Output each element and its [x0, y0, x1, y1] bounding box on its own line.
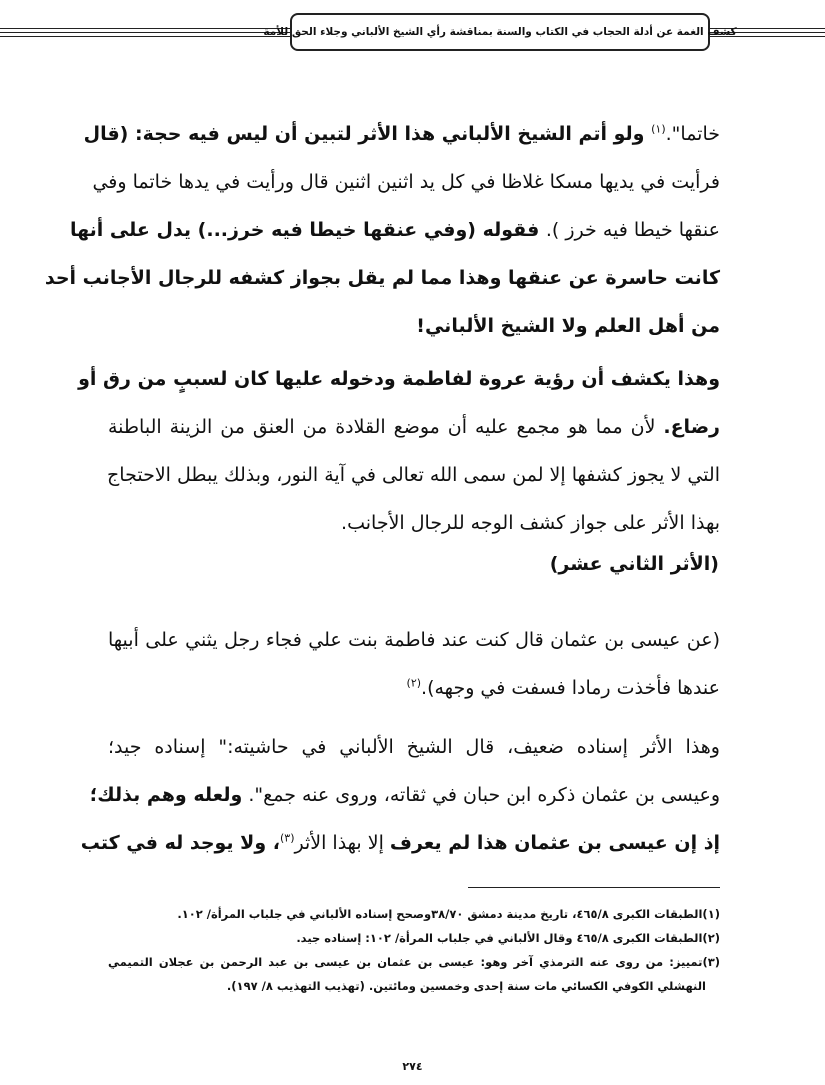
header-title: كشف الغمة عن أدلة الحجاب في الكتاب والسنة بمناقشة رأي الشيخ الألباني وجلاء الحق للأمة — [263, 26, 737, 38]
paragraph-3 — [108, 616, 720, 712]
paragraph-1-line-3 — [69, 206, 720, 254]
paragraph-1-line-4: كانت حاسرة عن عنقها وهذا مما لم يقل بجواز كشفه للرجال الأجانب أحد — [44, 267, 720, 289]
text-segment: ، ولا يوجد له في كتب — [80, 832, 280, 854]
running-header — [263, 13, 737, 51]
text-segment: إذ إن عيسى بن عثمان هذا لم يعرف — [389, 832, 720, 854]
footnote-separator — [468, 887, 720, 888]
paragraph-1-line-5: من أهل العلم ولا الشيخ الألباني! — [416, 315, 720, 337]
footnote-ref-3[interactable]: (٣) — [279, 831, 295, 845]
paragraph-1 — [44, 110, 720, 350]
paragraph-2 — [78, 355, 720, 547]
footnote-3-line-2: النهشلي الكوفي الكسائي مات سنة إحدى وخمسين ومائتين. (تهذيب التهذيب ٨/ ١٩٧). — [226, 979, 706, 993]
footnote-1: (١)الطبقات الكبرى ٤٦٥/٨، تاريخ مدينة دمشق ٣٨/٧٠وصحح إسناده الألباني في جلباب المرأة/ ١٠٢. — [177, 907, 720, 921]
paragraph-1-line-1 — [83, 110, 720, 158]
paragraph-2-line-3: التي لا يجوز كشفها إلا لمن سمى الله تعالى في آية النور، وبذلك يبطل الاحتجاج — [107, 464, 720, 486]
paragraph-4 — [80, 723, 720, 867]
footnote-ref-2[interactable]: (٢) — [406, 676, 422, 690]
text-segment: عنقها خيطا فيه خرز ). — [545, 219, 720, 241]
footnote-3-line-1: (٣)تمييز: من روى عنه الترمذي آخر وهو: عيسى بن عثمان بن عيسى بن عبد الرحمن بن عجلان التميمي — [108, 955, 720, 969]
text-segment: فقوله (وفي عنقها خيطا فيه خرز...) يدل على أنها — [69, 219, 546, 241]
text-segment: إلا بهذا الأثر — [294, 832, 390, 854]
paragraph-4-line-2 — [89, 771, 720, 819]
footnote-ref-1[interactable]: (١) — [651, 122, 666, 136]
paragraph-2-line-4: بهذا الأثر على جواز كشف الوجه للرجال الأجانب. — [341, 512, 720, 534]
page-number: ٢٧٤ — [402, 1060, 423, 1073]
paragraph-4-line-3 — [80, 819, 720, 867]
paragraph-1-line-2: فرأيت في يديها مسكا غلاظا في كل يد اثنين اثنين قال ورأيت في يدها خاتما وفي — [92, 171, 720, 193]
paragraph-3-line-1: (عن عيسى بن عثمان قال كنت عند فاطمة بنت علي فجاء رجل يثني على أبيها — [108, 629, 720, 651]
paragraph-2-line-1: وهذا يكشف أن رؤية عروة لفاطمة ودخوله عليها كان لسببٍ من رق أو — [78, 368, 720, 390]
text-segment: وعيسى بن عثمان ذكره ابن حبان في ثقاته، وروى عنه جمع". — [242, 784, 720, 806]
text-segment: رضاع. — [663, 416, 720, 438]
footnote-2: (٢)الطبقات الكبرى ٤٦٥/٨ وقال الألباني في جلباب المرأة/ ١٠٢: إسناده جيد. — [296, 931, 720, 945]
text-segment: لأن مما هو مجمع عليه أن موضع القلادة من العنق من الزينة الباطنة — [108, 416, 664, 438]
paragraph-2-line-2 — [108, 403, 720, 451]
paragraph-3-line-2 — [108, 664, 720, 712]
text-segment: ولو أتم الشيخ الألباني هذا الأثر لتبين أن ليس فيه حجة: (قال — [83, 123, 652, 145]
text-segment: ولعله وهم بذلك؛ — [89, 784, 243, 806]
paragraph-4-line-1: وهذا الأثر إسناده ضعيف، قال الشيخ الألباني في حاشيته:" إسناده جيد؛ — [108, 736, 720, 758]
text-segment: عندها فأخذت رمادا فسفت في وجهه). — [421, 677, 720, 699]
section-heading: (الأثر الثاني عشر) — [549, 553, 719, 575]
text-segment: خاتما". — [665, 123, 720, 145]
footnotes — [108, 902, 720, 998]
